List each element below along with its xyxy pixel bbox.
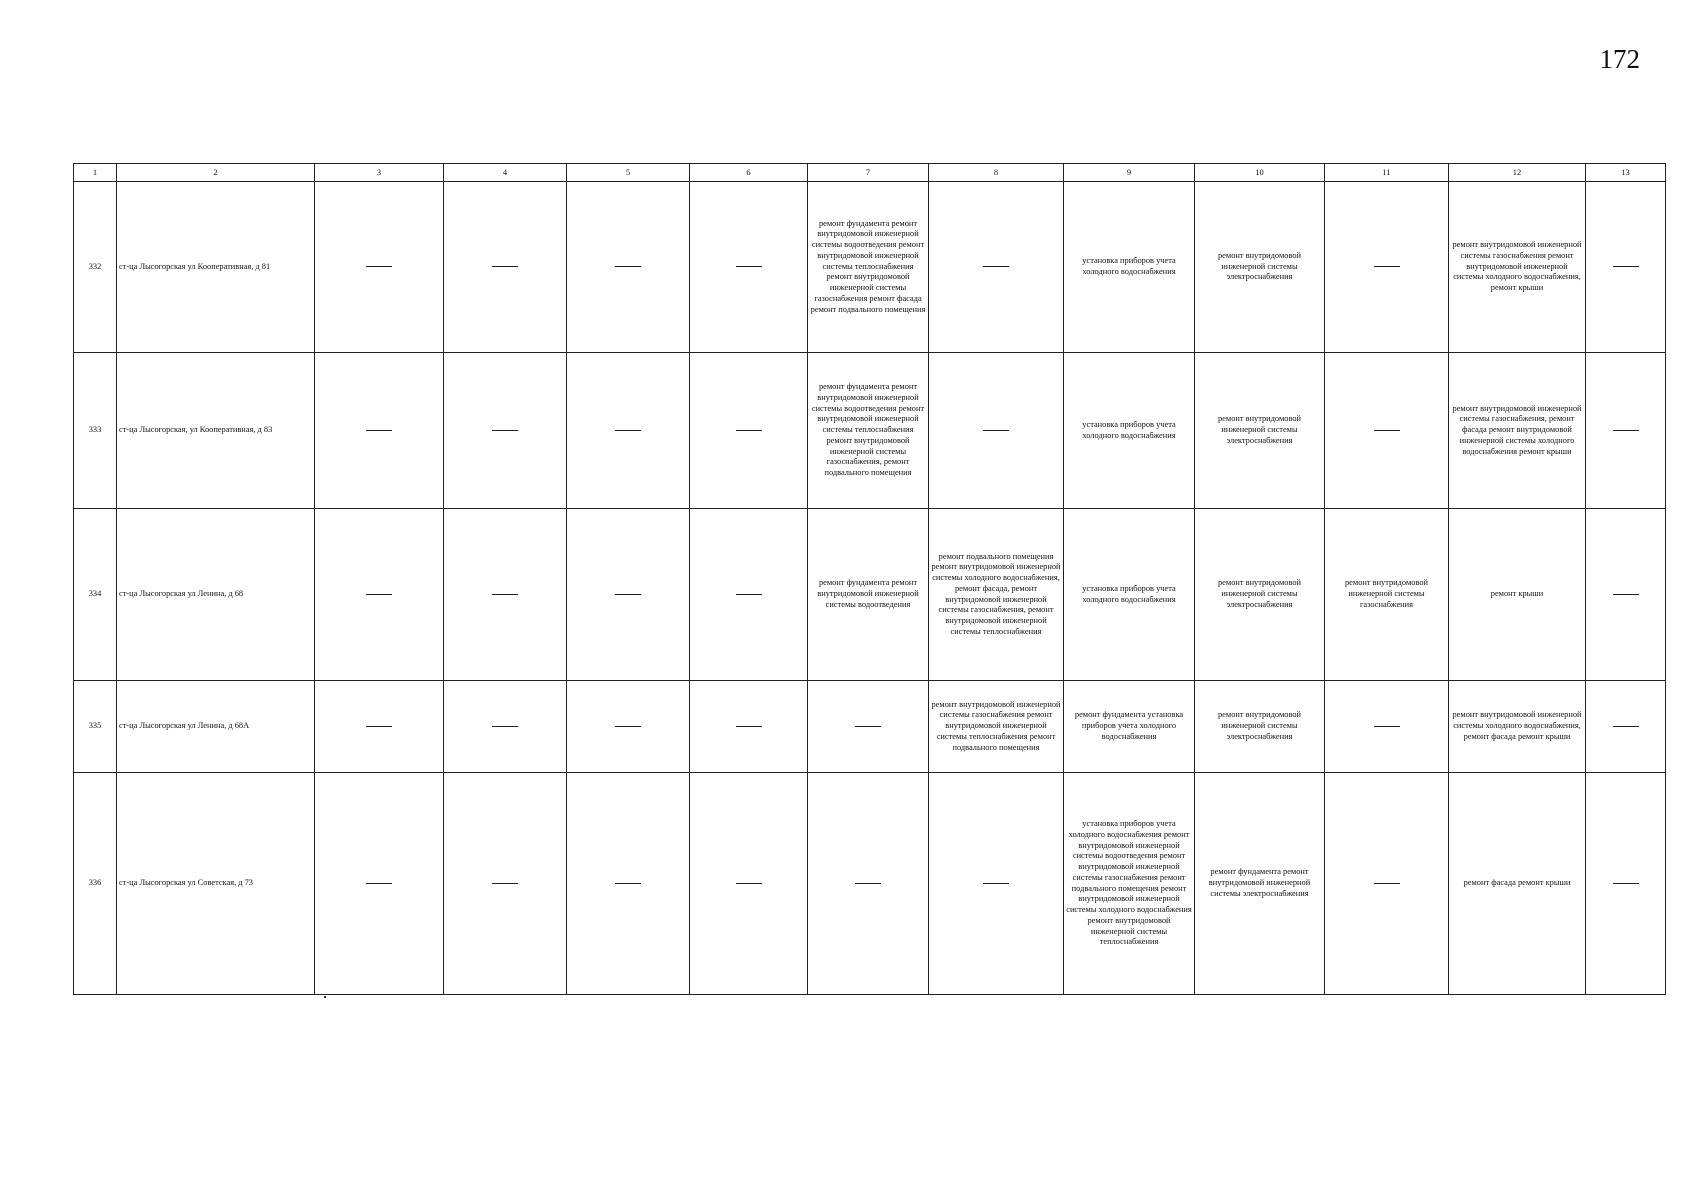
empty-cell (567, 353, 690, 509)
dash-mark (615, 726, 641, 727)
dash-mark (1613, 883, 1639, 884)
empty-cell (444, 773, 567, 995)
dash-mark (736, 726, 762, 727)
dash-mark (855, 883, 881, 884)
dash-mark (615, 266, 641, 267)
work-cell: ремонт внутридомовой инженерной системы холодного водоснабжения, ремонт фасада ремонт крыши (1449, 681, 1586, 773)
dash-mark (1374, 430, 1400, 431)
empty-cell (315, 681, 444, 773)
column-header: 1 (74, 164, 117, 182)
dash-mark (366, 430, 392, 431)
empty-cell (929, 353, 1064, 509)
empty-cell (567, 182, 690, 353)
work-cell: ремонт внутридомовой инженерной системы электроснабжения (1195, 353, 1325, 509)
scan-speck (324, 996, 326, 998)
address-cell: ст-ца Лысогорская ул Ленина, д 68А (117, 681, 315, 773)
work-cell: ремонт внутридомовой инженерной системы газоснабжения (1325, 509, 1449, 681)
empty-cell (690, 353, 808, 509)
dash-mark (615, 430, 641, 431)
address-cell: ст-ца Лысогорская ул Советская, д 73 (117, 773, 315, 995)
table-row (74, 681, 1666, 773)
column-header: 7 (808, 164, 929, 182)
empty-cell (1325, 353, 1449, 509)
work-cell: установка приборов учета холодного водоснабжения (1064, 353, 1195, 509)
dash-mark (615, 883, 641, 884)
table-row (74, 509, 1666, 681)
empty-cell (1586, 509, 1666, 681)
work-cell: установка приборов учета холодного водоснабжения (1064, 509, 1195, 681)
dash-mark (1374, 266, 1400, 267)
empty-cell (315, 182, 444, 353)
work-cell: ремонт внутридомовой инженерной системы электроснабжения (1195, 681, 1325, 773)
address-cell: ст-ца Лысогорская, ул Кооперативная, д 83 (117, 353, 315, 509)
table-row (74, 773, 1666, 995)
column-header: 3 (315, 164, 444, 182)
empty-cell (444, 509, 567, 681)
empty-cell (1325, 681, 1449, 773)
work-cell: установка приборов учета холодного водоснабжения ремонт внутридомовой инженерной системы водоотведения ремонт внутридомовой инженерной системы газоснабжения ремонт подвального помещения ремонт внутридомовой инженерной системы холодного водоснабжения ремонт внутридомовой инженерной системы теплоснабжения (1064, 773, 1195, 995)
work-cell: ремонт внутридомовой инженерной системы электроснабжения (1195, 182, 1325, 353)
dash-mark (983, 430, 1009, 431)
dash-mark (366, 594, 392, 595)
empty-cell (315, 509, 444, 681)
work-cell: ремонт фундамента установка приборов учета холодного водоснабжения (1064, 681, 1195, 773)
empty-cell (690, 182, 808, 353)
dash-mark (983, 883, 1009, 884)
dash-mark (1374, 726, 1400, 727)
column-header: 11 (1325, 164, 1449, 182)
empty-cell (567, 681, 690, 773)
row-number: 336 (74, 773, 117, 995)
column-header: 4 (444, 164, 567, 182)
column-header: 5 (567, 164, 690, 182)
empty-cell (315, 353, 444, 509)
dash-mark (736, 594, 762, 595)
empty-cell (690, 681, 808, 773)
column-number-header-row (74, 164, 1666, 182)
work-cell: ремонт внутридомовой инженерной системы газоснабжения ремонт внутридомовой инженерной системы теплоснабжения ремонт подвального помещения (929, 681, 1064, 773)
address-cell: ст-ца Лысогорская ул Ленина, д 68 (117, 509, 315, 681)
repair-program-table (73, 163, 1666, 995)
column-header: 12 (1449, 164, 1586, 182)
dash-mark (1374, 883, 1400, 884)
dash-mark (855, 726, 881, 727)
dash-mark (492, 266, 518, 267)
dash-mark (492, 430, 518, 431)
empty-cell (1586, 681, 1666, 773)
empty-cell (444, 353, 567, 509)
work-cell: ремонт внутридомовой инженерной системы газоснабжения, ремонт фасада ремонт внутридомовой инженерной системы холодного водоснабжения ремонт крыши (1449, 353, 1586, 509)
empty-cell (808, 681, 929, 773)
empty-cell (929, 182, 1064, 353)
empty-cell (808, 773, 929, 995)
dash-mark (736, 430, 762, 431)
empty-cell (690, 773, 808, 995)
dash-mark (615, 594, 641, 595)
dash-mark (983, 266, 1009, 267)
dash-mark (492, 726, 518, 727)
empty-cell (1586, 353, 1666, 509)
table-row (74, 182, 1666, 353)
empty-cell (567, 773, 690, 995)
column-header: 10 (1195, 164, 1325, 182)
work-cell: ремонт внутридомовой инженерной системы газоснабжения ремонт внутридомовой инженерной системы холодного водоснабжения, ремонт крыши (1449, 182, 1586, 353)
row-number: 332 (74, 182, 117, 353)
page-number: 172 (1599, 44, 1640, 74)
empty-cell (444, 681, 567, 773)
column-header: 2 (117, 164, 315, 182)
dash-mark (1613, 594, 1639, 595)
empty-cell (1325, 182, 1449, 353)
empty-cell (929, 773, 1064, 995)
address-cell: ст-ца Лысогорская ул Кооперативная, д 81 (117, 182, 315, 353)
work-cell: ремонт фундамента ремонт внутридомовой инженерной системы электроснабжения (1195, 773, 1325, 995)
dash-mark (492, 594, 518, 595)
column-header: 9 (1064, 164, 1195, 182)
column-header: 8 (929, 164, 1064, 182)
dash-mark (736, 266, 762, 267)
empty-cell (1586, 773, 1666, 995)
row-number: 333 (74, 353, 117, 509)
dash-mark (366, 266, 392, 267)
work-cell: ремонт фасада ремонт крыши (1449, 773, 1586, 995)
row-number: 335 (74, 681, 117, 773)
work-cell: ремонт фундамента ремонт внутридомовой инженерной системы водоотведения (808, 509, 929, 681)
empty-cell (1325, 773, 1449, 995)
empty-cell (1586, 182, 1666, 353)
dash-mark (1613, 266, 1639, 267)
empty-cell (315, 773, 444, 995)
dash-mark (492, 883, 518, 884)
empty-cell (444, 182, 567, 353)
row-number: 334 (74, 509, 117, 681)
work-cell: ремонт крыши (1449, 509, 1586, 681)
work-cell: ремонт фундамента ремонт внутридомовой инженерной системы водоотведения ремонт внутридомовой инженерной системы теплоснабжения ремонт внутридомовой инженерной системы газоснабжения ремонт фасада ремонт подвального помещения (808, 182, 929, 353)
dash-mark (736, 883, 762, 884)
work-cell: ремонт фундамента ремонт внутридомовой инженерной системы водоотведения ремонт внутридомовой инженерной системы теплоснабжения ремонт внутридомовой инженерной системы газоснабжения, ремонт подвального помещения (808, 353, 929, 509)
column-header: 13 (1586, 164, 1666, 182)
work-cell: ремонт подвального помещения ремонт внутридомовой инженерной системы холодного водоснабжения, ремонт фасада, ремонт внутридомовой инженерной системы газоснабжения, ремонт внутридомовой инженерной системы теплоснабжения (929, 509, 1064, 681)
dash-mark (366, 883, 392, 884)
work-cell: установка приборов учета холодного водоснабжения (1064, 182, 1195, 353)
empty-cell (567, 509, 690, 681)
work-cell: ремонт внутридомовой инженерной системы электроснабжения (1195, 509, 1325, 681)
empty-cell (690, 509, 808, 681)
dash-mark (366, 726, 392, 727)
column-header: 6 (690, 164, 808, 182)
dash-mark (1613, 726, 1639, 727)
table-row (74, 353, 1666, 509)
dash-mark (1613, 430, 1639, 431)
